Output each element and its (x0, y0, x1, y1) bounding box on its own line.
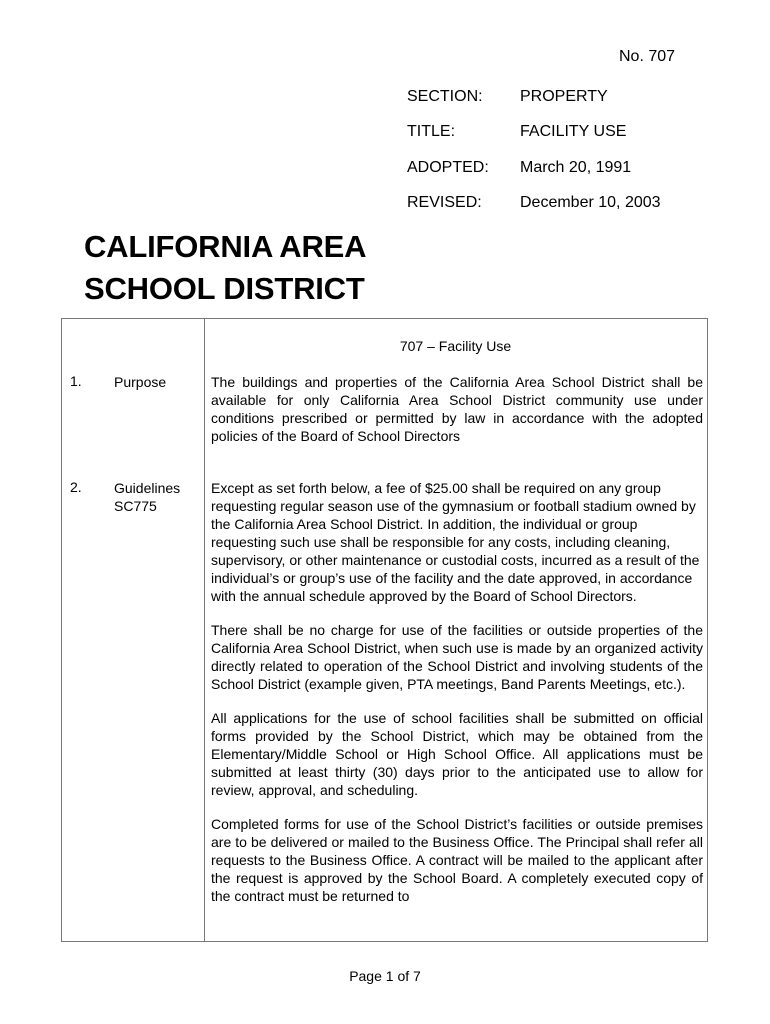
title-value: FACILITY USE (520, 123, 627, 140)
column-divider (204, 319, 205, 941)
page-number: Page 1 of 7 (349, 968, 421, 984)
section-2-paragraph-3: All applications for the use of school facilities shall be submitted on official forms provided by the School District, which may be obtained from the Elementary/Middle School or High School Office. All applications must be submitted at least thirty (30) days prior to the anticipated use to allow for review, approval, and scheduling. (211, 710, 703, 798)
district-title-line2: SCHOOL DISTRICT (84, 271, 365, 306)
section-1-number: 1. (70, 373, 82, 389)
revised-value: December 10, 2003 (520, 194, 661, 211)
title-label: TITLE: (407, 123, 456, 140)
policy-table (61, 318, 708, 942)
section-2-paragraph-2: There shall be no charge for use of the facilities or outside properties of the California Area School District, when such use is made by an organized activity directly related to operation of the School District and involving students of the School District (example given, PTA meetings, Band Parents Meetings, etc.). (211, 622, 703, 692)
section-2-paragraph-4: Completed forms for use of the School District’s facilities or outside premises are to be delivered or mailed to the Business Office. The Principal shall refer all requests to the Business Office. A contract will be mailed to the applicant after the request is approved by the School Board. A completely executed copy of the contract must be returned to (211, 816, 703, 904)
adopted-label: ADOPTED: (407, 159, 489, 176)
meta-row-section (407, 88, 608, 106)
section-2-number: 2. (70, 479, 82, 495)
district-title-line1: CALIFORNIA AREA (84, 229, 367, 264)
table-heading: 707 – Facility Use (399, 338, 512, 354)
adopted-value: March 20, 1991 (520, 159, 632, 176)
meta-row-title (407, 123, 626, 141)
section-2-body (211, 479, 703, 921)
meta-row-revised (407, 194, 661, 212)
section-value: PROPERTY (520, 88, 608, 105)
revised-label: REVISED: (407, 194, 482, 211)
section-2-label-line1: Guidelines (114, 480, 181, 496)
district-title (84, 226, 366, 310)
section-label: SECTION: (407, 88, 483, 105)
section-1-paragraph: The buildings and properties of the California Area School District shall be available for only California Area School District community use under conditions prescribed or permitted by law in accordance with the adopted policies of the Board of School Directors (211, 374, 703, 444)
section-2-label (114, 479, 180, 515)
section-2-paragraph-1: Except as set forth below, a fee of $25.00 shall be required on any group requesting regular season use of the gymnasium or football stadium owned by the California Area School District. In addition, the individual or group requesting such use shall be responsible for any costs, including cleaning, supervisory, or other maintenance or custodial costs, incurred as a result of the individual’s or group’s use of the facility and the date approved, in accordance with the annual schedule approved by the Board of School Directors. (211, 480, 700, 604)
meta-row-adopted (407, 159, 631, 177)
policy-number: No. 707 (619, 48, 676, 65)
section-2-label-line2: SC775 (114, 498, 157, 514)
section-1-body (211, 373, 703, 461)
section-1-label: Purpose (114, 374, 167, 390)
